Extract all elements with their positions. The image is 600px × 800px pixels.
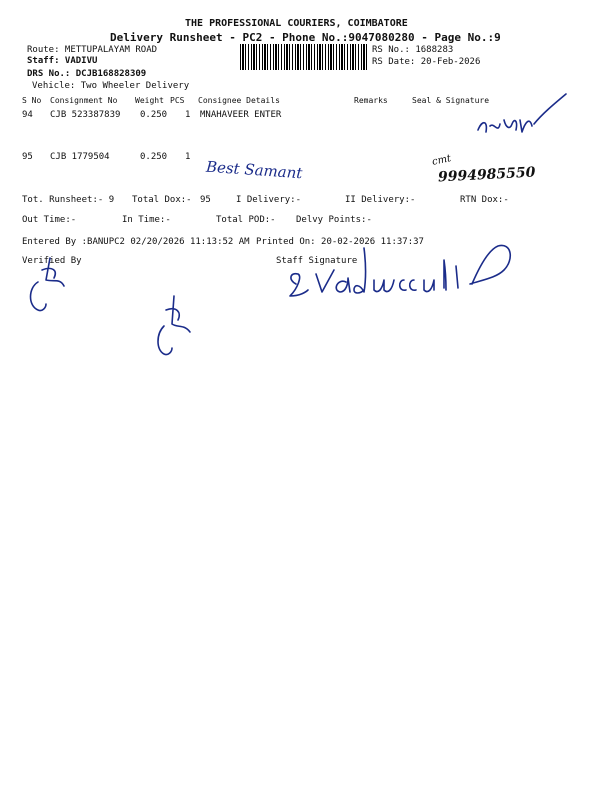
consignee-signature (470, 90, 570, 140)
verified-initials-signature (24, 252, 74, 318)
route-label: Route: METTUPALAYAM ROAD (27, 45, 158, 55)
col-seal-header: Seal & Signature (412, 96, 490, 105)
handwritten-consignee: Best Samant (205, 157, 303, 183)
col-consignment-header: Consignment No (50, 96, 118, 105)
col-sno-header: S No (22, 96, 42, 105)
table-row-consignment: CJB 523387839 (50, 110, 121, 120)
table-row-sno: 95 (22, 152, 33, 162)
verified-initials-signature-2 (150, 292, 200, 362)
ii-delivery: II Delivery:- (345, 195, 416, 205)
col-consignee-header: Consignee Details (198, 96, 280, 105)
table-row-weight: 0.250 (140, 110, 168, 120)
table-row-consignment: CJB 1779504 (50, 152, 110, 162)
handwritten-label: cmt (431, 153, 453, 168)
rs-number: RS No.: 1688283 (372, 45, 454, 55)
verified-by-label: Verified By (22, 256, 82, 266)
drs-number: DRS No.: DCJB168828309 (27, 69, 147, 79)
table-row-pcs: 1 (185, 110, 191, 120)
i-delivery: I Delivery:- (236, 195, 302, 205)
printed-on: Printed On: 20-02-2026 11:37:37 (256, 237, 424, 247)
total-dox-value: 95 (200, 195, 211, 205)
table-row-sno: 94 (22, 110, 33, 120)
col-pcs-header: PCS (170, 96, 185, 105)
total-dox-label: Total Dox:- (132, 195, 192, 205)
table-row-consignee: MNAHAVEER ENTER (200, 110, 282, 120)
barcode (240, 44, 368, 70)
rtn-dox: RTN Dox:- (460, 195, 509, 205)
rs-date: RS Date: 20-Feb-2026 (372, 57, 481, 67)
table-row-pcs: 1 (185, 152, 191, 162)
col-weight-header: Weight (135, 96, 164, 105)
table-row-weight: 0.250 (140, 152, 168, 162)
company-title: THE PROFESSIONAL COURIERS, COIMBATORE (185, 18, 408, 29)
total-pod: Total POD:- (216, 215, 276, 225)
in-time: In Time:- (122, 215, 171, 225)
total-runsheet: Tot. Runsheet:- 9 (22, 195, 115, 205)
staff-signature-label: Staff Signature (276, 256, 358, 266)
runsheet-subtitle: Delivery Runsheet - PC2 - Phone No.:9047080280 - Page No.:9 (110, 31, 501, 44)
out-time: Out Time:- (22, 215, 77, 225)
staff-label: Staff: VADIVU (27, 56, 98, 66)
staff-signature (282, 240, 522, 310)
delvy-points: Delvy Points:- (296, 215, 372, 225)
col-remarks-header: Remarks (354, 96, 388, 105)
entered-by: Entered By :BANUPC2 02/20/2026 11:13:52 AM (22, 237, 250, 247)
handwritten-phone: 9994985550 (437, 164, 536, 186)
vehicle-label: Vehicle: Two Wheeler Delivery (32, 81, 190, 91)
